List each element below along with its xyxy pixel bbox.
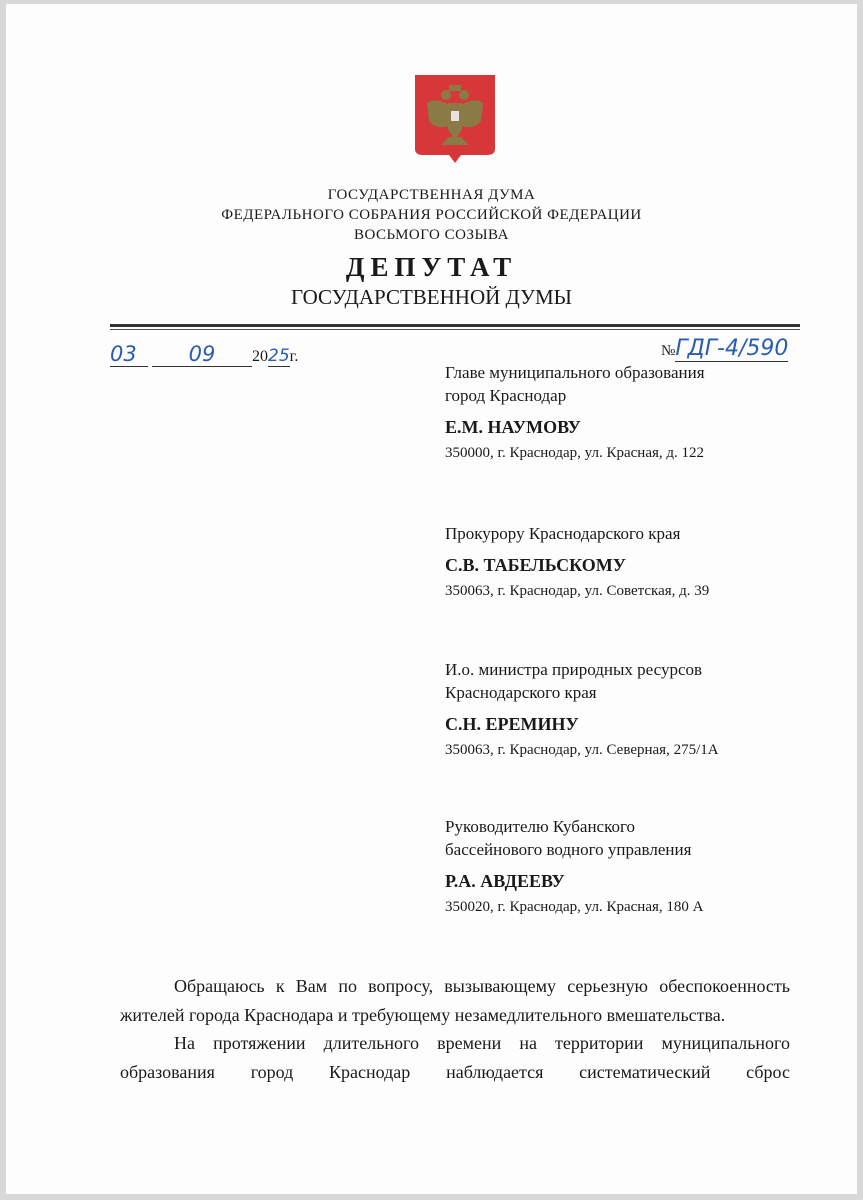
date-year-unit: г. [289, 348, 299, 365]
header-line-1: ГОСУДАРСТВЕННАЯ ДУМА [327, 187, 536, 203]
recipient-address: 350063, г. Краснодар, ул. Советская, д. 39 [445, 583, 710, 599]
document-title: ДЕПУТАТ [345, 252, 518, 282]
header-divider-thin [110, 329, 800, 330]
recipient-position: Руководителю Кубанского [445, 817, 636, 836]
recipient-block [445, 522, 825, 603]
recipient-position: Краснодарского края [445, 683, 597, 702]
header-line-3: ВОСЬМОГО СОЗЫВА [354, 227, 509, 243]
recipient-position: Прокурору Краснодарского края [445, 524, 681, 543]
recipient-position: бассейнового водного управления [445, 840, 692, 859]
recipient-name: С.Н. ЕРЕМИНУ [445, 714, 579, 734]
recipient-name: С.В. ТАБЕЛЬСКОМУ [445, 555, 626, 575]
document-number [661, 336, 788, 362]
recipient-position: Главе муниципального образования [445, 363, 705, 382]
recipient-block [445, 658, 825, 762]
recipient-address: 350063, г. Краснодар, ул. Северная, 275/1А [445, 742, 719, 758]
document-date [110, 342, 298, 367]
number-label: № [661, 343, 676, 359]
letter-body [120, 972, 790, 1086]
recipient-block [445, 815, 825, 919]
recipient-address: 350000, г. Краснодар, ул. Красная, д. 122 [445, 445, 705, 461]
recipient-name: Р.А. АВДЕЕВУ [445, 871, 565, 891]
recipient-block [445, 361, 825, 465]
number-value: ГДГ-4/590 [675, 336, 789, 361]
date-day: 03 [110, 342, 148, 367]
document-subtitle: ГОСУДАРСТВЕННОЙ ДУМЫ [291, 285, 572, 309]
date-month: 09 [188, 342, 216, 366]
header-line-2: ФЕДЕРАЛЬНОГО СОБРАНИЯ РОССИЙСКОЙ ФЕДЕРАЦИИ [221, 207, 642, 223]
recipient-name: Е.М. НАУМОВУ [445, 417, 581, 437]
header-divider [110, 324, 800, 327]
body-paragraph: На протяжении длительного времени на территории муниципального образования город Краснодар наблюдается систематический сброс [120, 1033, 790, 1082]
recipient-position: И.о. министра природных ресурсов [445, 660, 703, 679]
institution-header [6, 185, 857, 245]
date-year-suffix: 25 [268, 346, 290, 366]
recipient-position: город Краснодар [445, 386, 567, 405]
body-paragraph: Обращаюсь к Вам по вопросу, вызывающему серьезную обеспокоенность жителей города Краснодара и требующему незамедлительного вмешательства. [120, 976, 790, 1025]
recipient-address: 350020, г. Краснодар, ул. Красная, 180 А [445, 899, 704, 915]
document-page [6, 4, 857, 1194]
date-year-prefix: 20 [252, 348, 268, 365]
coat-of-arms-icon [415, 75, 495, 163]
